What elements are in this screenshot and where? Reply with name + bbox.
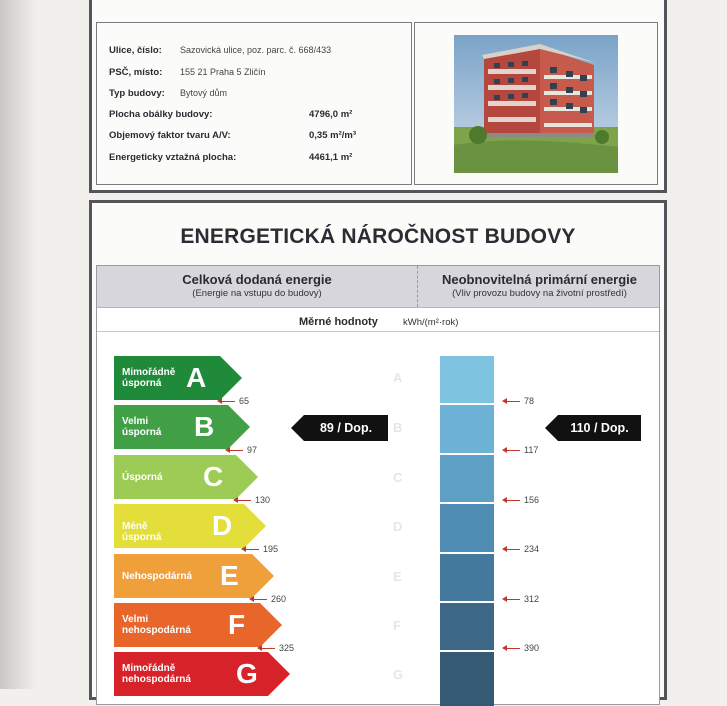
left-column-subtitle: (Energie na vstupu do budovy) bbox=[192, 288, 322, 299]
class-e-label: Nehospodárná bbox=[122, 571, 193, 582]
page-title: ENERGETICKÁ NÁROČNOST BUDOVY bbox=[180, 225, 576, 248]
ghost-letter-d: D bbox=[393, 519, 403, 534]
threshold-arrow-c bbox=[237, 500, 251, 501]
primary-threshold-arrow-b bbox=[506, 450, 520, 451]
envelope-area-value: 4796,0 m² bbox=[309, 109, 353, 120]
class-g-arrow-tip bbox=[268, 652, 290, 696]
building-info-frame bbox=[89, 0, 667, 193]
ghost-letter-b: B bbox=[393, 420, 403, 435]
class-a-label-line2: úsporná bbox=[122, 378, 162, 389]
class-b-arrow-tip bbox=[228, 405, 250, 449]
class-b-letter: B bbox=[194, 411, 215, 442]
ghost-letter-g: G bbox=[393, 667, 404, 682]
class-a-label bbox=[122, 367, 175, 389]
class-c-label: Úsporná bbox=[122, 472, 163, 483]
panel-header bbox=[97, 266, 659, 308]
threshold-a: 65 bbox=[239, 396, 250, 406]
primary-threshold-c: 156 bbox=[524, 495, 540, 505]
metric-label: Měrné hodnoty bbox=[299, 316, 378, 328]
threshold-f: 325 bbox=[279, 643, 295, 653]
reference-area-label: Energeticky vztažná plocha: bbox=[109, 152, 237, 163]
class-b-label-line2: úsporná bbox=[122, 427, 162, 438]
primary-threshold-arrow-c bbox=[506, 500, 520, 501]
class-b-label-line1: Velmi bbox=[122, 416, 149, 427]
energy-classes-panel bbox=[96, 265, 660, 705]
primary-threshold-a: 78 bbox=[524, 396, 535, 406]
class-d-arrow-tip bbox=[244, 504, 266, 548]
shape-factor-label: Objemový faktor tvaru A/V: bbox=[109, 130, 231, 141]
threshold-arrow-d bbox=[245, 549, 259, 550]
class-g-label-line1: Mimořádně bbox=[122, 663, 176, 674]
building-photo bbox=[454, 35, 618, 173]
class-g-label bbox=[122, 663, 191, 685]
ghost-letter-f: F bbox=[393, 618, 401, 633]
class-a-label-line1: Mimořádně bbox=[122, 367, 176, 378]
threshold-arrow-b bbox=[229, 450, 243, 451]
building-photo-frame bbox=[414, 22, 658, 185]
class-f-arrow-tip bbox=[260, 603, 282, 647]
street-value: Sazovická ulice, poz. parc. č. 668/433 bbox=[180, 45, 332, 55]
threshold-c: 130 bbox=[255, 495, 271, 505]
threshold-e: 260 bbox=[271, 594, 287, 604]
class-a-arrow-tip bbox=[220, 356, 242, 400]
class-d-letter: D bbox=[212, 510, 233, 541]
energy-label-frame bbox=[89, 200, 667, 700]
postal-value: 155 21 Praha 5 Zličín bbox=[180, 67, 266, 77]
ghost-letter-c: C bbox=[393, 470, 403, 485]
page-edge-shadow bbox=[0, 0, 38, 689]
class-f-letter: F bbox=[228, 609, 246, 640]
class-e-arrow-tip bbox=[252, 554, 274, 598]
primary-bar-a bbox=[440, 356, 494, 403]
primary-threshold-d: 234 bbox=[524, 544, 540, 554]
class-g-label-line2: nehospodárná bbox=[122, 674, 191, 685]
building-type-label: Typ budovy: bbox=[109, 88, 165, 99]
postal-label: PSČ, místo: bbox=[109, 67, 163, 78]
primary-bar-c bbox=[440, 455, 494, 502]
envelope-area-label: Plocha obálky budovy: bbox=[109, 109, 213, 120]
class-d-label: Méně úsporná bbox=[122, 521, 162, 543]
delivered-energy-result: 89 / Dop. bbox=[304, 415, 388, 441]
class-f-label-line1: Velmi bbox=[122, 614, 149, 625]
right-column-title: Neobnovitelná primární energie bbox=[441, 272, 638, 287]
class-g-letter: G bbox=[236, 658, 258, 689]
primary-bar-b bbox=[440, 405, 494, 453]
primary-bar-f bbox=[440, 603, 494, 650]
building-info-table bbox=[96, 22, 412, 185]
threshold-arrow-e bbox=[253, 599, 267, 600]
primary-bar-e bbox=[440, 554, 494, 601]
primary-threshold-f: 390 bbox=[524, 643, 540, 653]
ghost-letter-a: A bbox=[393, 370, 403, 385]
primary-threshold-arrow-d bbox=[506, 549, 520, 550]
ghost-letter-e: E bbox=[393, 569, 402, 584]
class-f-label bbox=[122, 614, 191, 636]
primary-threshold-arrow-e bbox=[506, 599, 520, 600]
class-e-letter: E bbox=[220, 560, 239, 591]
class-c-arrow-tip bbox=[236, 455, 258, 499]
reference-area-value: 4461,1 m² bbox=[309, 152, 353, 163]
class-c-letter: C bbox=[203, 461, 224, 492]
primary-threshold-arrow-f bbox=[506, 648, 520, 649]
threshold-b: 97 bbox=[247, 445, 258, 455]
right-column-subtitle: (Vliv provozu budovy na životní prostředí) bbox=[452, 288, 627, 299]
primary-energy-result: 110 / Dop. bbox=[558, 415, 641, 441]
metric-unit: kWh/(m²·rok) bbox=[403, 317, 459, 328]
shape-factor-value: 0,35 m²/m³ bbox=[309, 130, 356, 141]
primary-bar-d bbox=[440, 504, 494, 552]
primary-threshold-e: 312 bbox=[524, 594, 540, 604]
class-a-letter: A bbox=[186, 362, 207, 393]
primary-threshold-arrow-a bbox=[506, 401, 520, 402]
threshold-arrow-a bbox=[221, 401, 235, 402]
left-column-title: Celková dodaná energie bbox=[182, 272, 332, 287]
class-b-label bbox=[122, 416, 161, 438]
primary-bar-g bbox=[440, 652, 494, 706]
primary-threshold-b: 117 bbox=[524, 445, 539, 455]
threshold-arrow-f bbox=[261, 648, 275, 649]
threshold-d: 195 bbox=[263, 544, 279, 554]
street-label: Ulice, číslo: bbox=[109, 45, 162, 56]
class-f-label-line2: nehospodárná bbox=[122, 625, 191, 636]
subheader-divider bbox=[97, 331, 659, 332]
building-type-value: Bytový dům bbox=[180, 88, 228, 98]
